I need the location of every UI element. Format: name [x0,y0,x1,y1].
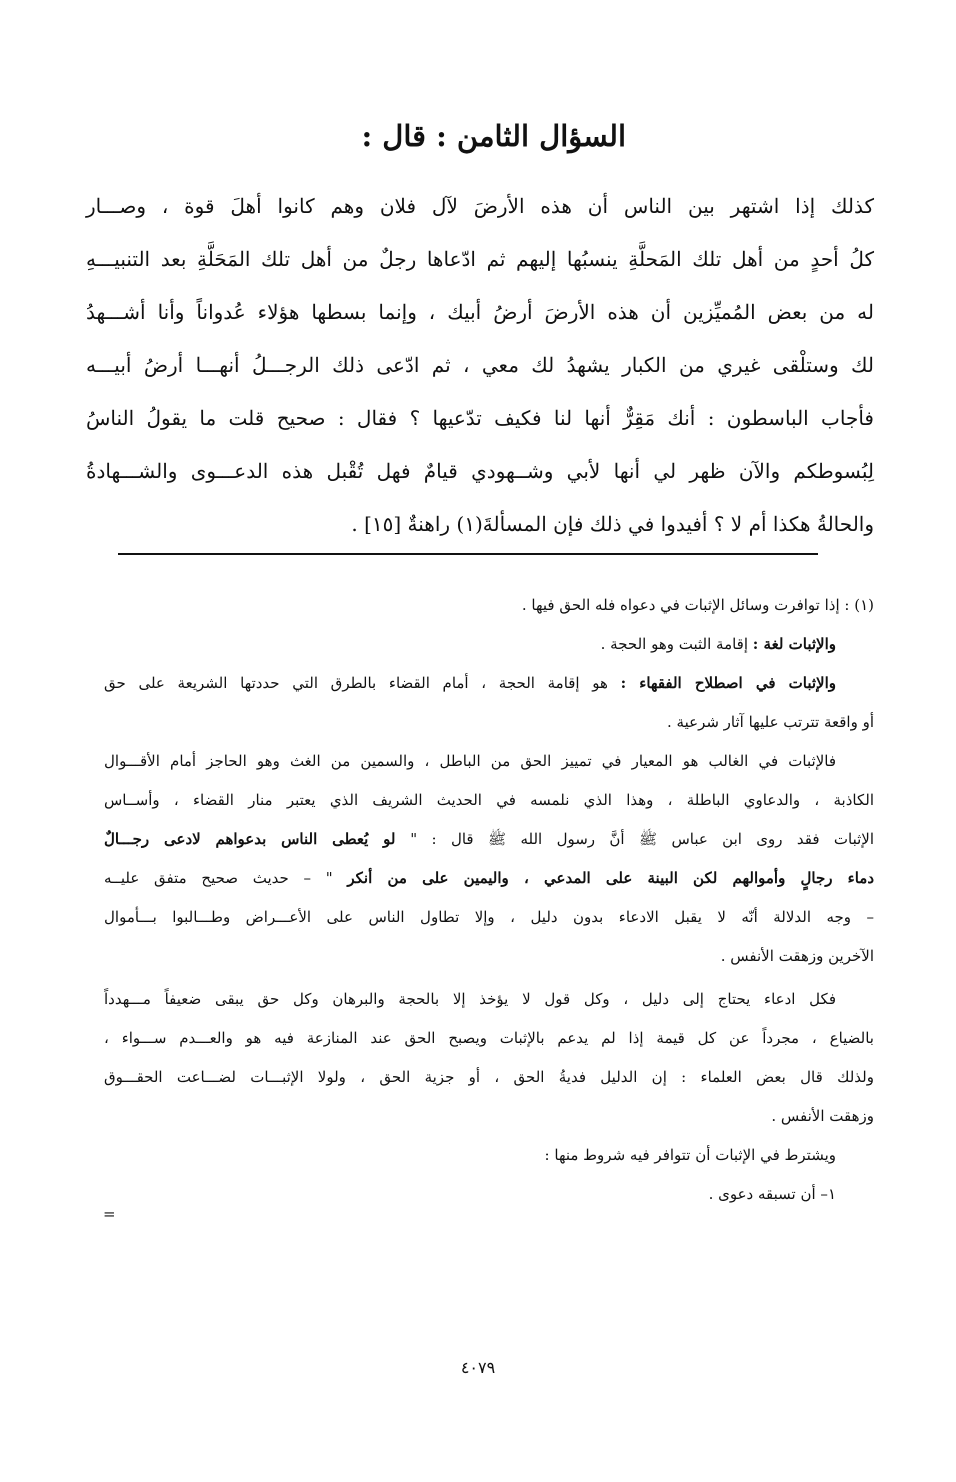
footnote-line: فالإثبات في الغالب هو المعيار في تمييز الحق من الباطل ، والسمين من الغث وهو الحاجز أمام الأقـــوال [104,752,836,770]
continuation-mark: = [103,1205,116,1223]
hadith-line [104,820,874,859]
hadith-text: دماء رجالٍ وأموالهم لكن البينة على المدعي ، واليمين على من أنكر [347,869,874,887]
footnote-line: بالضياع ، مجرداً عن كل قيمة إذا لم يدعم بالإثبات ويصبح الحق عند المنازعة فيه هو والعـــدم ســـواء ، [104,1029,874,1047]
footnote-separator [118,553,818,555]
definition-fuqaha [104,664,874,703]
footnote-line: فكل ادعاء يحتاج إلى دليل ، وكل قول لا يؤخذ إلا بالحجة والبرهان وكل حق يبقى ضعيفاً مـــهدداً [104,990,836,1008]
definition-text: هو إقامة الحجة ، أمام القضاء بالطرق التي حددتها الشريعة على حق [104,674,621,692]
hadith-grade: " – حديث صحيح متفق عليــه [104,869,348,887]
text-line: كلُ أحدٍ من أهل تلك المَحلَّةِ ينسبُها إليهم ثم ادّعاها رجلٌ من أهل تلك المَحَلَّةِ بعد التنبيـــهِ [86,247,874,271]
text-line: لك وستلْقى غيري من الكبار يشهدُ لك معي ، ثم ادّعى ذلك الرجـــلُ أنهـــا أرضُ أبيـــه [86,353,874,377]
footnote-line: الكاذبة ، والدعاوي الباطلة ، وهذا الذي نلمسه في الحديث الشريف الذي يعتبر منار القضاء ، وأســاس [104,791,874,809]
section-heading: السؤال الثامن : قال : [361,119,626,153]
page-number: ٤٠٧٩ [460,1358,496,1377]
footnote-line: – وجه الدلالة أنّه لا يقبل الادعاء بدون دليل ، وإلا تطاول الناس على الأعـــراض وطـــالبوا بـــأموال [104,908,874,926]
definition-term: والإثبات في اصطلاح الفقهاء : [620,674,836,692]
footnote-line: ويشترط في الإثبات أن تتوافر فيه شروط منها : [544,1146,836,1164]
text-line: لِبُسوطكم والآن ظهر لي أنها لأبي وشــهودي قيامٌ فهل تُقْبل هذه الدعـــوى والشـــهادةُ [86,459,874,483]
text-line: فأجاب الباسطون : أنك مَقِرٌّ أنها لنا فكيف تدّعيها ؟ فقال : صحيح قلت ما يقولُ الناسُ [86,406,874,430]
hadith-line [104,859,874,898]
footnote-1: (١) : إذا توافرت وسائل الإثبات في دعواه فله الحق فيها . [521,596,874,614]
definition-term: والإثبات لغة : [752,635,836,653]
footnote-line: وزهقت الأنفس . [771,1107,874,1125]
text-line: له من بعض المُميِّزين أن هذه الأرضَ أرضُ أبيك ، وإنما بسطها هؤلاء عُدواناً وأنا أشـــهدُ [86,300,874,324]
definition-text: إقامة الثبت وهو الحجة . [600,635,753,653]
footnote-line: الآخرين وزهقت الأنفس . [720,947,874,965]
footnote-line: أو واقعة تترتب عليها آثار شرعية . [667,713,874,731]
text-line: كذلك إذا اشتهر بين الناس أن هذه الأرضَ لآل فلان وهم كانوا أهلَ قوة ، وصـــار [86,194,874,218]
list-item: ١– أن تسبقه دعوى . [708,1185,836,1203]
footnote-line: ولذلك قال بعض العلماء : إن الدليل فديةُ الحق ، أو جزية الحق ، ولولا الإثبـــات لضـــاعت الحقـــوق [104,1068,874,1086]
text-line: والحالةُ هكذا أم لا ؟ أفيدوا في ذلك فإن المسألةَ(١) راهنةٌ [١٥] . [351,512,874,536]
question-text [86,180,874,551]
hadith-text: لو يُعطى الناس بدعواهم لادعى رجـــالٌ [104,830,411,848]
definition-language [104,625,874,664]
hadith-intro: الإثبات فقد روى ابن عباس ﷺ أنَّ رسول الله ﷺ قال : " [410,830,874,848]
footnotes [104,586,874,1214]
